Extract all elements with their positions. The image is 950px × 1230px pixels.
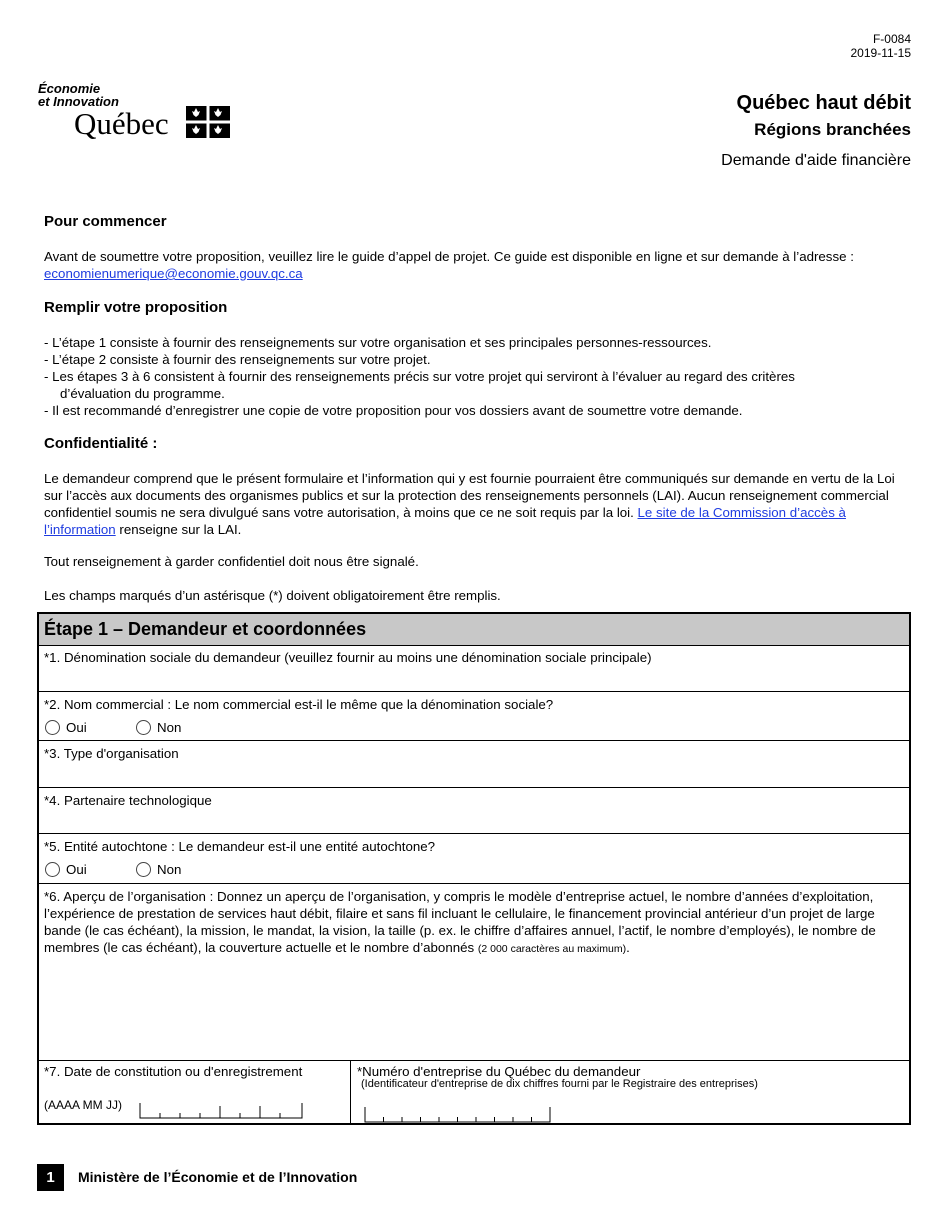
neq-hint: (Identificateur d'entreprise de dix chiffres fourni par le Registraire des entreprises) [361, 1078, 758, 1090]
form-date: 2019-11-15 [850, 46, 911, 60]
radio-label: Oui [66, 862, 87, 877]
column-divider [350, 1060, 351, 1123]
confidential-notice: Tout renseignement à garder confidentiel doit nous être signalé. [44, 554, 419, 569]
intro-heading: Pour commencer [44, 213, 167, 230]
proposal-heading: Remplir votre proposition [44, 299, 228, 316]
radio-circle [136, 720, 151, 735]
q1-label: *1. Dénomination sociale du demandeur (veuillez fournir au moins une dénomination sociale principale) [44, 650, 652, 665]
proposal-list [44, 334, 800, 419]
date-format-hint: (AAAA MM JJ) [44, 1098, 123, 1112]
q3-label: *3. Type d'organisation [44, 746, 179, 761]
q2-field [39, 692, 909, 741]
q6-text: *6. Aperçu de l’organisation : Donnez un aperçu de l’organisation, y compris le modèle d’entreprise actuel, le nombre d’années d’exploitation, l’expérience de prestation de services haut débit, filaire et sans fil incluant le cellulaire, le financement provincial antérieur d’un projet de large bande (le cas échéant), la mission, le mandat, la vision, la taille (p. ex. le chiffre d’affaires annuel, l’actif, le nombre d’employés), le nombre de membres (le cas échéant), la couverture actuelle et le nombre d’abonnés [44, 889, 876, 955]
q3-field[interactable] [39, 741, 909, 788]
q5-radio-no[interactable] [136, 862, 181, 877]
q6-field[interactable] [39, 884, 909, 1061]
step1-form [37, 612, 911, 1125]
q5-label: *5. Entité autochtone : Le demandeur est-il une entité autochtone? [44, 839, 436, 854]
intro-paragraph [44, 248, 914, 282]
confidentiality-paragraph [44, 470, 906, 538]
neq-label: *Numéro d'entreprise du Québec du demandeur [357, 1064, 641, 1079]
radio-circle [45, 720, 60, 735]
document-type: Demande d'aide financière [721, 152, 911, 169]
intro-text: Avant de soumettre votre proposition, veuillez lire le guide d’appel de projet. Ce guide est disponible en ligne et sur demande à l’adresse : [44, 249, 854, 264]
neq-input-boxes[interactable] [364, 1106, 552, 1124]
q7-label: *7. Date de constitution ou d'enregistrement [44, 1064, 303, 1079]
form-code-block [851, 32, 912, 60]
q2-radio-yes[interactable] [45, 720, 87, 735]
step1-header [39, 614, 909, 646]
page-subtitle: Régions branchées [754, 120, 911, 139]
q6-limit: (2 000 caractères au maximum) [477, 943, 627, 955]
q2-label: *2. Nom commercial : Le nom commercial est-il le même que la dénomination sociale? [44, 697, 554, 712]
required-fields-notice: Les champs marqués d’un astérisque (*) doivent obligatoirement être remplis. [44, 588, 501, 603]
radio-label: Oui [66, 720, 87, 735]
quebec-flag-icon [186, 106, 230, 138]
page-number: 1 [37, 1164, 64, 1191]
q4-field[interactable] [39, 788, 909, 834]
radio-circle [45, 862, 60, 877]
q5-radio-yes[interactable] [45, 862, 87, 877]
list-item: - Il est recommandé d’enregistrer une copie de votre proposition pour vos dossiers avant de soumettre votre demande. [44, 403, 743, 418]
q4-label: *4. Partenaire technologique [44, 793, 212, 808]
date-input-boxes[interactable] [139, 1102, 303, 1120]
confidentiality-text-end: renseigne sur la LAI. [119, 522, 242, 537]
radio-circle [136, 862, 151, 877]
q6-label: *6. Aperçu de l’organisation : Donnez un aperçu de l’organisation, y compris le modèle d’entreprise actuel, le nombre d’années d’exploitation, l’expérience de prestation de services haut débit, filaire et sans fil incluant le cellulaire, le financement provincial antérieur d’un projet de large bande (le cas échéant), la mission, le mandat, la vision, la taille (p. ex. le chiffre d’affaires annuel, l’actif, le nombre d’employés), le nombre de membres (le cas échéant), la couverture actuelle et le nombre d’abonnés (2 000 caractères au maximum). [44, 889, 876, 955]
logo-line1: Économie [38, 81, 101, 96]
quebec-logo [38, 81, 169, 141]
q5-field [39, 834, 909, 884]
list-item: - L’étape 2 consiste à fournir des renseignements sur votre projet. [44, 352, 431, 367]
ministry-name: Ministère de l’Économie et de l’Innovation [78, 1169, 358, 1185]
logo-line2: et Innovation [38, 94, 119, 109]
q1-field[interactable] [39, 645, 909, 692]
logo-wordmark: Québec [74, 106, 169, 141]
q2-radio-no[interactable] [136, 720, 181, 735]
list-item: - L’étape 1 consiste à fournir des renseignements sur votre organisation et ses principales personnes-ressources. [44, 335, 712, 350]
list-item: - Les étapes 3 à 6 consistent à fournir des renseignements précis sur votre projet qui serviront à l’évaluer au regard des critères d’évaluation du programme. [44, 369, 795, 401]
form-code: F-0084 [872, 32, 911, 46]
radio-label: Non [157, 862, 182, 877]
confidentiality-heading: Confidentialité : [44, 435, 158, 452]
cai-site-link[interactable]: Le site de la Commission d’accès à l’information [44, 505, 846, 537]
radio-label: Non [157, 720, 182, 735]
page-title: Québec haut débit [736, 92, 911, 114]
email-link[interactable]: economienumerique@economie.gouv.qc.ca [44, 266, 303, 281]
confidentiality-text: Le demandeur comprend que le présent formulaire et l’information qui y est fournie pourraient être communiqués sur demande en vertu de la Loi sur l’accès aux documents des organismes publics et sur la protection des renseignements personnels (LAI). Aucun renseignement commercial confidentiel soumis ne sera divulgué sans votre autorisation, à moins que ce ne soit requis par la loi. [44, 471, 895, 520]
step1-title: Étape 1 – Demandeur et coordonnées [44, 619, 367, 639]
